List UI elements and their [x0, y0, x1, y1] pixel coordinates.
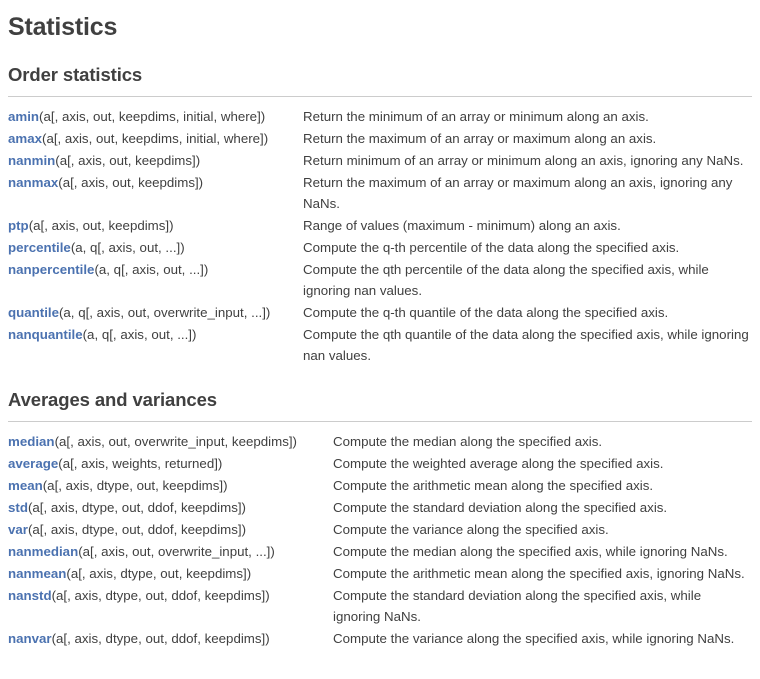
function-signature-cell [8, 150, 303, 172]
function-signature-cell [8, 519, 333, 541]
function-link[interactable]: nanmedian [8, 543, 79, 559]
function-signature-cell [8, 475, 333, 497]
function-arguments: (a[, axis, dtype, out, ddof, keepdims]) [27, 521, 246, 537]
function-signature-cell [8, 259, 303, 302]
table-row [8, 324, 752, 367]
section-averages-and-variances [8, 389, 752, 650]
function-signature-cell [8, 215, 303, 237]
function-signature-cell [8, 431, 333, 453]
table-row [8, 585, 752, 628]
function-arguments: (a[, axis, out, keepdims, initial, where]) [39, 108, 266, 124]
function-arguments: (a[, axis, weights, returned]) [58, 455, 223, 471]
function-table [8, 431, 752, 650]
table-row [8, 172, 752, 215]
function-arguments: (a, q[, axis, out, overwrite_input, ...]) [58, 304, 271, 320]
function-description: Compute the arithmetic mean along the specified axis, ignoring NaNs. [333, 565, 745, 581]
function-link[interactable]: nanmean [8, 565, 67, 581]
function-description: Compute the qth quantile of the data along the specified axis, while ignoring nan values. [303, 326, 749, 363]
function-signature-cell [8, 302, 303, 324]
sections-container [8, 64, 752, 650]
function-link[interactable]: average [8, 455, 59, 471]
function-signature-cell [8, 497, 333, 519]
function-description: Compute the variance along the specified axis. [333, 521, 609, 537]
function-arguments: (a[, axis, out, keepdims]) [28, 217, 174, 233]
function-arguments: (a[, axis, dtype, out, ddof, keepdims]) [51, 587, 270, 603]
function-signature-cell [8, 453, 333, 475]
table-row [8, 563, 752, 585]
function-arguments: (a[, axis, dtype, out, ddof, keepdims]) [27, 499, 246, 515]
function-description: Compute the qth percentile of the data along the specified axis, while ignoring nan values. [303, 261, 709, 298]
function-signature-cell [8, 563, 333, 585]
function-signature-cell [8, 585, 333, 628]
function-arguments: (a, q[, axis, out, ...]) [82, 326, 197, 342]
function-arguments: (a[, axis, out, overwrite_input, keepdims]) [54, 433, 297, 449]
table-row [8, 431, 752, 453]
function-arguments: (a[, axis, out, keepdims]) [55, 152, 201, 168]
function-arguments: (a, q[, axis, out, ...]) [70, 239, 185, 255]
function-description: Compute the median along the specified axis, while ignoring NaNs. [333, 543, 728, 559]
table-row [8, 628, 752, 650]
section-divider [8, 421, 752, 422]
function-link[interactable]: var [8, 521, 28, 537]
table-row [8, 475, 752, 497]
table-row [8, 128, 752, 150]
function-link[interactable]: amin [8, 108, 40, 124]
function-arguments: (a[, axis, dtype, out, keepdims]) [66, 565, 252, 581]
function-link[interactable]: nanstd [8, 587, 52, 603]
function-link[interactable]: quantile [8, 304, 59, 320]
function-link[interactable]: nanvar [8, 630, 52, 646]
table-row [8, 519, 752, 541]
function-signature-cell [8, 172, 303, 215]
function-link[interactable]: nanmin [8, 152, 56, 168]
function-description: Compute the median along the specified axis. [333, 433, 603, 449]
function-arguments: (a[, axis, out, overwrite_input, ...]) [78, 543, 275, 559]
function-arguments: (a, q[, axis, out, ...]) [94, 261, 209, 277]
function-arguments: (a[, axis, out, keepdims, initial, where]) [42, 130, 269, 146]
function-signature-cell [8, 106, 303, 128]
section-divider [8, 96, 752, 97]
function-description: Compute the standard deviation along the specified axis. [333, 499, 668, 515]
function-arguments: (a[, axis, dtype, out, ddof, keepdims]) [51, 630, 270, 646]
function-description: Return the minimum of an array or minimum along an axis. [303, 108, 649, 124]
table-row [8, 259, 752, 302]
table-row [8, 541, 752, 563]
function-description: Compute the variance along the specified axis, while ignoring NaNs. [333, 630, 735, 646]
function-link[interactable]: nanquantile [8, 326, 83, 342]
section-order-statistics [8, 64, 752, 367]
function-description: Return minimum of an array or minimum along an axis, ignoring any NaNs. [303, 152, 744, 168]
function-link[interactable]: mean [8, 477, 43, 493]
function-description: Return the maximum of an array or maximum along an axis. [303, 130, 657, 146]
function-link[interactable]: amax [8, 130, 43, 146]
function-link[interactable]: std [8, 499, 28, 515]
function-description: Compute the q-th quantile of the data along the specified axis. [303, 304, 669, 320]
section-heading: Order statistics [8, 63, 143, 85]
function-signature-cell [8, 237, 303, 259]
function-arguments: (a[, axis, dtype, out, keepdims]) [42, 477, 228, 493]
function-description: Compute the q-th percentile of the data along the specified axis. [303, 239, 680, 255]
function-link[interactable]: percentile [8, 239, 71, 255]
page-title: Statistics [8, 13, 118, 41]
table-row [8, 497, 752, 519]
function-description: Compute the arithmetic mean along the specified axis. [333, 477, 654, 493]
table-row [8, 106, 752, 128]
function-table [8, 106, 752, 367]
function-arguments: (a[, axis, out, keepdims]) [58, 174, 204, 190]
section-heading: Averages and variances [8, 388, 217, 410]
function-link[interactable]: nanpercentile [8, 261, 95, 277]
function-link[interactable]: nanmax [8, 174, 59, 190]
function-description: Compute the standard deviation along the specified axis, while ignoring NaNs. [333, 587, 702, 624]
table-row [8, 237, 752, 259]
function-signature-cell [8, 541, 333, 563]
function-link[interactable]: median [8, 433, 55, 449]
function-signature-cell [8, 628, 333, 650]
table-row [8, 453, 752, 475]
function-link[interactable]: ptp [8, 217, 29, 233]
table-row [8, 150, 752, 172]
function-signature-cell [8, 128, 303, 150]
table-row [8, 302, 752, 324]
function-description: Range of values (maximum - minimum) along an axis. [303, 217, 621, 233]
function-signature-cell [8, 324, 303, 367]
function-description: Return the maximum of an array or maximum along an axis, ignoring any NaNs. [303, 174, 733, 211]
function-description: Compute the weighted average along the specified axis. [333, 455, 664, 471]
table-row [8, 215, 752, 237]
